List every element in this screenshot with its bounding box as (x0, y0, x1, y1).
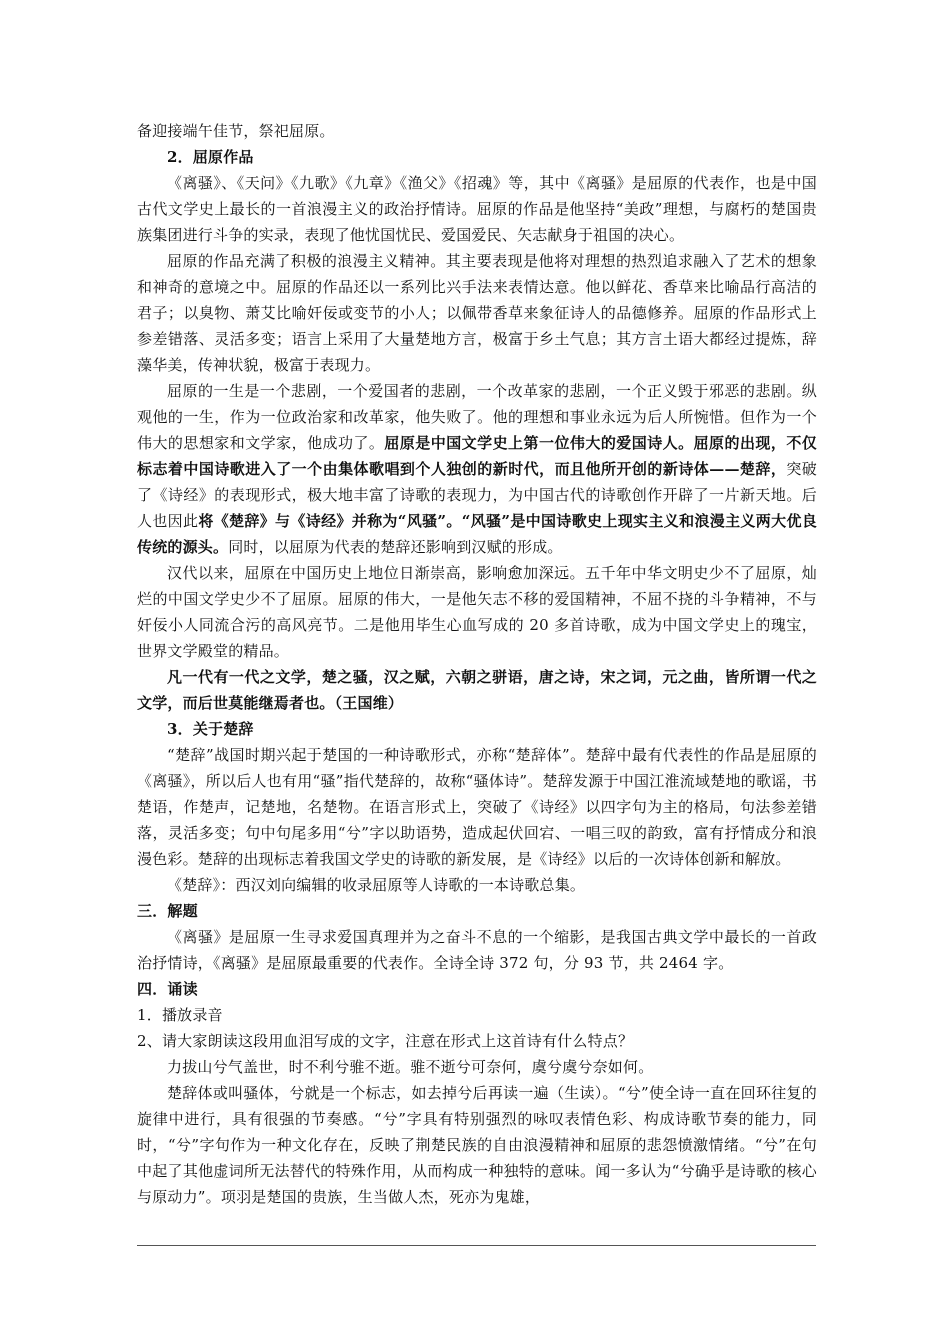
paragraph-xi-analysis: 楚辞体或叫骚体，兮就是一个标志，如去掉兮后再读一遍（生读）。“兮”使全诗一直在回环往复的旋律中进行，具有很强的节奏感。“兮”字具有特别强烈的咏叹表情色彩、构成诗歌节奏的能力，同时，“兮”字句作为一种文化存在，反映了荆楚民族的自由浪漫精神和屈原的悲怨愤激情绪。“兮”在句中起了其他虚词所无法替代的特殊作用，从而构成一种独特的意味。闻一多认为“兮确乎是诗歌的核心与原动力”。项羽是楚国的贵族，生当做人杰，死亦为鬼雄， (137, 1084, 817, 1206)
tragedy-text-e: 同时，以屈原为代表的楚辞还影响到汉赋的形成。 (228, 538, 563, 556)
poem-xiang-yu: 力拔山兮气盖世，时不利兮骓不逝。骓不逝兮可奈何，虞兮虞兮奈如何。 (167, 1058, 654, 1076)
tragedy-bold-d: 将《楚辞》与《诗经》并称为“风骚”。“风骚”是中国诗歌史上现实主义和浪漫主义两大优良传统的源头。 (137, 512, 817, 556)
heading-section-three: 三．解题 (137, 902, 198, 920)
quote-wang-guowei: 凡一代有一代之文学，楚之骚，汉之赋，六朝之骈语，唐之诗，宋之词，元之曲，皆所谓一代之文学，而后世莫能继焉者也。（王国维） (137, 668, 817, 712)
paragraph-works-list: 《离骚》、《天问》《九歌》《九章》《渔父》《招魂》等，其中《离骚》是屈原的代表作，也是中国古代文学史上最长的一首浪漫主义的政治抒情诗。屈原的作品是他坚持“美政”理想，与腐朽的楚国贵族集团进行斗争的实录，表现了他忧国忧民、爱国爱民、矢志献身于祖国的决心。 (137, 174, 817, 244)
paragraph-chuci-collection: 《楚辞》：西汉刘向编辑的收录屈原等人诗歌的一本诗歌总集。 (167, 876, 586, 894)
document-body (137, 118, 817, 1210)
paragraph-intro-tail: 备迎接端午佳节，祭祀屈原。 (137, 122, 335, 140)
heading-section-four: 四．诵读 (137, 980, 198, 998)
paragraph-romanticism: 屈原的作品充满了积极的浪漫主义精神。其主要表现是他将对理想的热烈追求融入了艺术的想象和神奇的意境之中。屈原的作品还以一系列比兴手法来表情达意。他以鲜花、香草来比喻品行高洁的君子；以臭物、萧艾比喻奸佞或变节的小人；以佩带香草来象征诗人的品德修养。屈原的作品形式上参差错落、灵活多变；语言上采用了大量楚地方言，极富于乡土气息；其方言土语大都经过提炼，辞藻华美，传神状貌，极富于表现力。 (137, 252, 817, 374)
heading-qu-yuan-works: 2．屈原作品 (167, 148, 254, 166)
paragraph-lisao-intro: 《离骚》是屈原一生寻求爱国真理并为之奋斗不息的一个缩影，是我国古典文学中最长的一首政治抒情诗，《离骚》是屈原最重要的代表作。全诗全诗 372 句，分 93 节，共 2464 字。 (137, 928, 817, 972)
heading-about-chuci: 3．关于楚辞 (167, 720, 254, 738)
step-play-recording: 1．播放录音 (137, 1006, 223, 1024)
paragraph-han-dynasty: 汉代以来，屈原在中国历史上地位日渐崇高，影响愈加深远。五千年中华文明史少不了屈原，灿烂的中国文学史少不了屈原。屈原的伟大，一是他矢志不移的爱国精神，不屈不挠的斗争精神，不与奸佞小人同流合污的高风亮节。二是他用毕生心血写成的 20 多首诗歌，成为中国文学史上的瑰宝，世界文学殿堂的精品。 (137, 564, 817, 660)
footer-divider (137, 1245, 816, 1246)
paragraph-tragedy (137, 378, 817, 560)
tragedy-text-a: 屈原的一生是一个悲剧，一个爱国者的悲剧，一个改革家的悲剧，一个正义毁于邪恶的悲剧。纵观他的一生，作为一位政治家和改革家，他失败了。他的理想和事业永远为后人所惋惜。但作为一个伟大的思想家和文学家，他成功了。 (137, 382, 817, 452)
tragedy-bold-b: 屈原是中国文学史上第一位伟大的爱国诗人。屈原的出现，不仅标志着中国诗歌进入了一个由集体歌唱到个人独创的新时代，而且他所开创的新诗体——楚辞， (137, 434, 818, 478)
tragedy-text-c: 突破了《诗经》的表现形式，极大地丰富了诗歌的表现力，为中国古代的诗歌创作开辟了一片新天地。后人也因此 (137, 460, 817, 530)
paragraph-chuci: “楚辞”战国时期兴起于楚国的一种诗歌形式，亦称“楚辞体”。楚辞中最有代表性的作品是屈原的《离骚》，所以后人也有用“骚”指代楚辞的，故称“骚体诗”。楚辞发源于中国江淮流域楚地的歌谣，书楚语，作楚声，记楚地，名楚物。在语言形式上，突破了《诗经》以四字句为主的格局，句法参差错落，灵活多变；句中句尾多用“兮”字以助语势，造成起伏回宕、一唱三叹的韵致，富有抒情成分和浪漫色彩。楚辞的出现标志着我国文学史的诗歌的新发展，是《诗经》以后的一次诗体创新和解放。 (137, 746, 817, 868)
step-read-aloud: 2、请大家朗读这段用血泪写成的文字，注意在形式上这首诗有什么特点？ (137, 1032, 634, 1050)
